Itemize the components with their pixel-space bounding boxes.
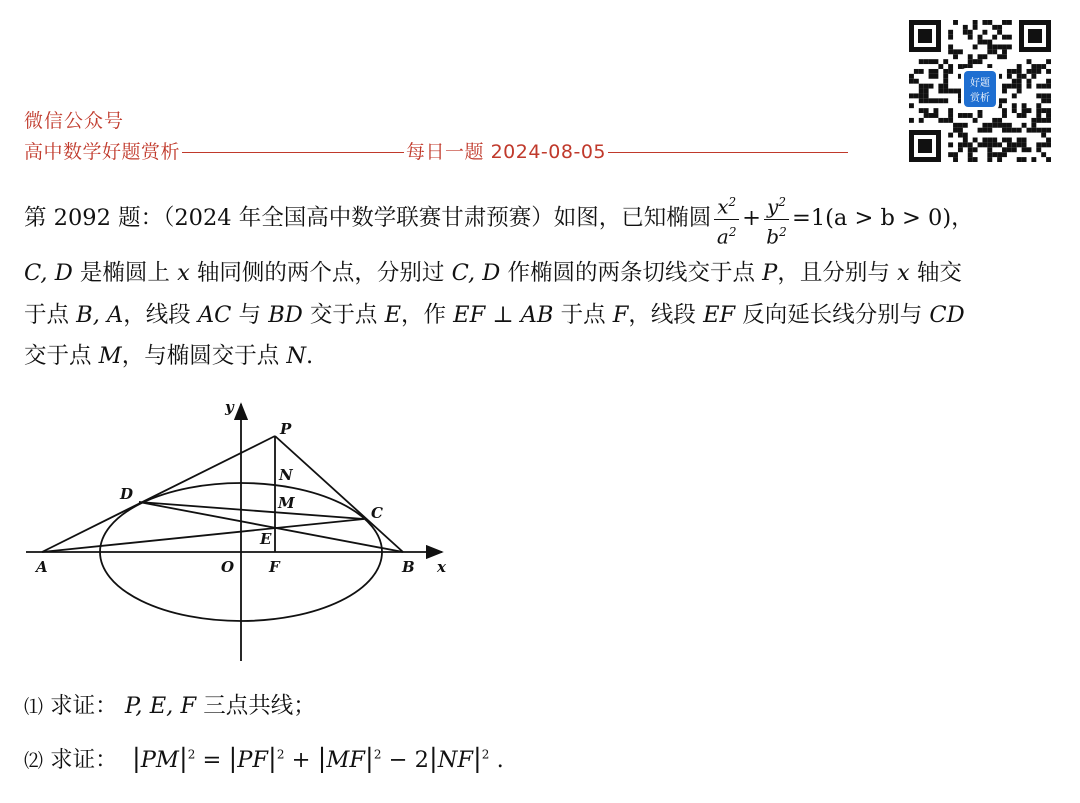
part-1-tail: 三点共线； [196, 693, 316, 719]
t2h: ，且分别与 [777, 260, 897, 286]
label-d: D [120, 485, 134, 503]
part-1-points: P, E, F [124, 693, 197, 719]
t2g: P [762, 260, 778, 286]
t3j: EF ⊥ AB [453, 302, 554, 328]
t3l: F [612, 302, 629, 328]
header-rule-right [608, 152, 848, 153]
part-2: ⑵ 求证： $|PM|^2 = |PF|^2 + |MF|^2 - 2|NF|^2$ . [24, 744, 504, 774]
part-2-lead: 求证： [43, 747, 118, 773]
label-a: A [36, 558, 48, 576]
label-m: M [278, 494, 295, 512]
t4b: M [98, 343, 122, 369]
part-1-lead: 求证： [43, 693, 118, 719]
t3h: E [384, 302, 402, 328]
eq-sign: = [195, 747, 229, 773]
t2d: 轴同侧的两个点，分别过 [189, 260, 452, 286]
period: . [496, 747, 504, 773]
eq-plus: + [742, 205, 762, 232]
t3f: BD [268, 302, 303, 328]
t3n: EF [703, 302, 736, 328]
term-pf: PF [237, 747, 269, 773]
eq-rest: =1(a > b > 0)， [791, 205, 974, 232]
label-p: P [280, 420, 292, 438]
t2c: x [177, 260, 190, 286]
t3b: B, A [76, 302, 124, 328]
term-pm: PM [140, 747, 179, 773]
t3d: AC [197, 302, 232, 328]
t3a: 于点 [24, 302, 77, 328]
column-name: 高中数学好题赏析 [24, 141, 181, 163]
fraction-x: $\frac{x^2}{a^2}$ [714, 190, 739, 248]
label-y: y [225, 398, 234, 416]
label-e: E [260, 530, 272, 548]
problem-intro: 第 2092 题：（2024 年全国高中数学联赛甘肃预赛）如图，已知椭圆 [24, 205, 712, 232]
problem-line-2 [24, 255, 962, 287]
frac-y-den: b [766, 224, 780, 249]
segment-cd [139, 502, 364, 519]
fraction-y: $\frac{y^2}{b^2}$ [764, 190, 789, 248]
daily-label: 每日一题 [406, 141, 485, 163]
header-line [24, 137, 850, 164]
t4c: ，与椭圆交于点 [121, 343, 287, 369]
t3o: 反向延长线分别与 [735, 302, 930, 328]
t2a: C, D [24, 260, 73, 286]
t2b: 是椭圆上 [72, 260, 178, 286]
header-date: 2024-08-05 [490, 141, 606, 163]
t3p: CD [929, 302, 965, 328]
frac-x-num: x [717, 194, 729, 219]
t3k: 于点 [553, 302, 613, 328]
qr-badge-top: 好题 [970, 78, 990, 89]
frac-x-den: a [716, 224, 729, 249]
header-rule-left [182, 152, 404, 153]
problem-line-4 [24, 338, 313, 370]
label-f: F [269, 558, 280, 576]
part-1-index: ⑴ [24, 696, 44, 718]
t3c: ，线段 [123, 302, 198, 328]
problem-line-3 [24, 297, 965, 329]
qr-code [909, 20, 1051, 162]
part-1 [24, 688, 316, 720]
t3g: 交于点 [302, 302, 385, 328]
t4e: . [306, 343, 314, 369]
t4d: N [286, 343, 307, 369]
minus-two: − 2 [381, 747, 429, 773]
problem-line-1 [24, 190, 974, 248]
term-nf: NF [437, 747, 474, 773]
frac-y-num: y [767, 194, 779, 219]
account-label: 微信公众号 [24, 110, 125, 132]
geometry-diagram [22, 396, 462, 666]
term-mf: MF [326, 747, 366, 773]
t2e: C, D [451, 260, 501, 286]
label-x: x [437, 558, 446, 576]
t3i: ，作 [401, 302, 454, 328]
plus-sign: + [284, 747, 318, 773]
t4a: 交于点 [24, 343, 99, 369]
tangent-pa [42, 436, 275, 552]
t2i: x [896, 260, 910, 286]
part-2-index: ⑵ [24, 750, 44, 772]
t2j: 轴交 [909, 260, 962, 286]
t3m: ，线段 [628, 302, 704, 328]
label-c: C [371, 504, 383, 522]
label-o: O [221, 558, 235, 576]
t2f: 作椭圆的两条切线交于点 [500, 260, 763, 286]
t3e: 与 [231, 302, 269, 328]
label-b: B [402, 558, 415, 576]
label-n: N [279, 466, 293, 484]
qr-badge-bottom: 赏析 [970, 93, 990, 104]
